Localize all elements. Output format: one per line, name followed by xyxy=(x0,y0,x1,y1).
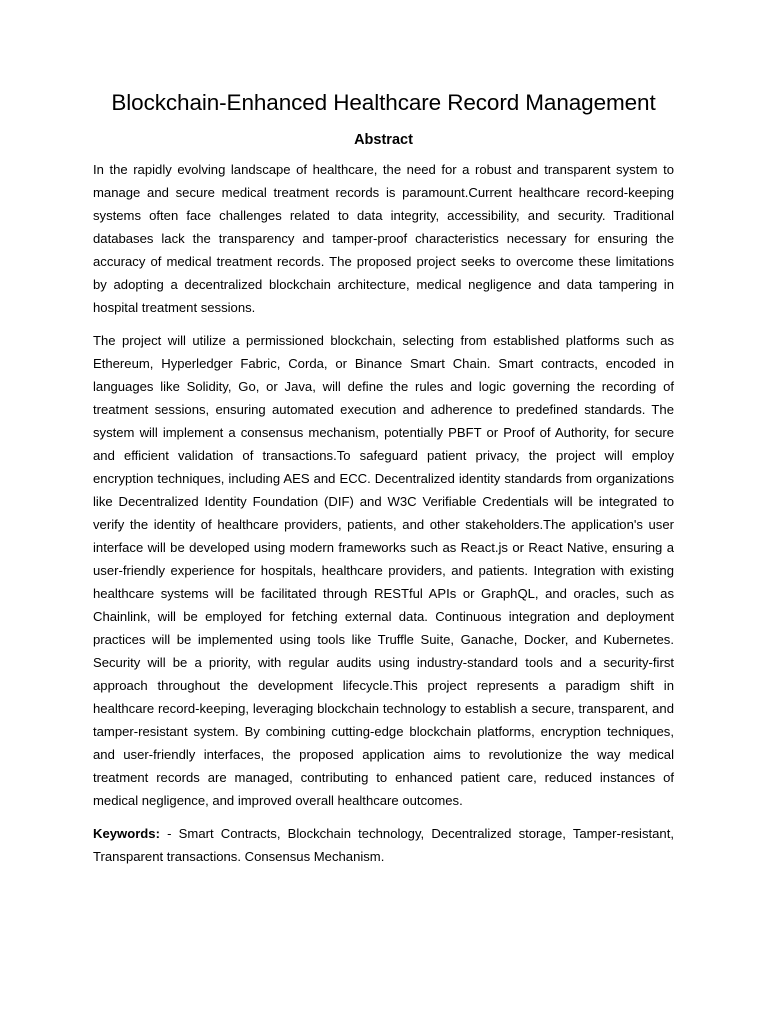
abstract-paragraph-1: In the rapidly evolving landscape of healthcare, the need for a robust and transparent system to manage and secure medical treatment records is paramount.Current healthcare record-keeping systems often face challenges related to data integrity, accessibility, and security. Traditional databases lack the transparency and tamper-proof characteristics necessary for ensuring the accuracy of medical treatment records. The proposed project seeks to overcome these limitations by adopting a decentralized blockchain architecture, medical negligence and data tampering in hospital treatment sessions. xyxy=(93,162,674,315)
keywords-label: Keywords: xyxy=(93,826,160,841)
keywords-text: - Smart Contracts, Blockchain technology, Decentralized storage, Tamper-resistant, Transparent transactions. Consensus Mechanism. xyxy=(93,826,674,864)
paper-title: Blockchain-Enhanced Healthcare Record Management xyxy=(111,90,656,115)
paper-page xyxy=(93,86,674,868)
abstract-heading: Abstract xyxy=(354,132,413,148)
keywords-line xyxy=(93,822,674,868)
abstract-paragraph-2: The project will utilize a permissioned blockchain, selecting from established platforms such as Ethereum, Hyperledger Fabric, Corda, or Binance Smart Chain. Smart contracts, encoded in languages like Solidity, Go, or Java, will define the rules and logic governing the recording of treatment sessions, ensuring automated execution and adherence to predefined standards. The system will implement a consensus mechanism, potentially PBFT or Proof of Authority, for secure and efficient validation of transactions.To safeguard patient privacy, the project will employ encryption techniques, including AES and ECC. Decentralized identity standards from organizations like Decentralized Identity Foundation (DIF) and W3C Verifiable Credentials will be integrated to verify the identity of healthcare providers, patients, and other stakeholders.The application's user interface will be developed using modern frameworks such as React.js or React Native, ensuring a user-friendly experience for hospitals, healthcare providers, and patients. Integration with existing healthcare systems will be facilitated through RESTful APIs or GraphQL, and oracles, such as Chainlink, will be employed for fetching external data. Continuous integration and deployment practices will be implemented using tools like Truffle Suite, Ganache, Docker, and Kubernetes. Security will be a priority, with regular audits using industry-standard tools and a security-first approach throughout the development lifecycle.This project represents a paradigm shift in healthcare record-keeping, leveraging blockchain technology to establish a secure, transparent, and tamper-resistant system. By combining cutting-edge blockchain platforms, encryption techniques, and user-friendly interfaces, the proposed application aims to revolutionize the way medical treatment records are managed, contributing to enhanced patient care, reduced instances of medical negligence, and improved overall healthcare outcomes. xyxy=(93,333,674,808)
